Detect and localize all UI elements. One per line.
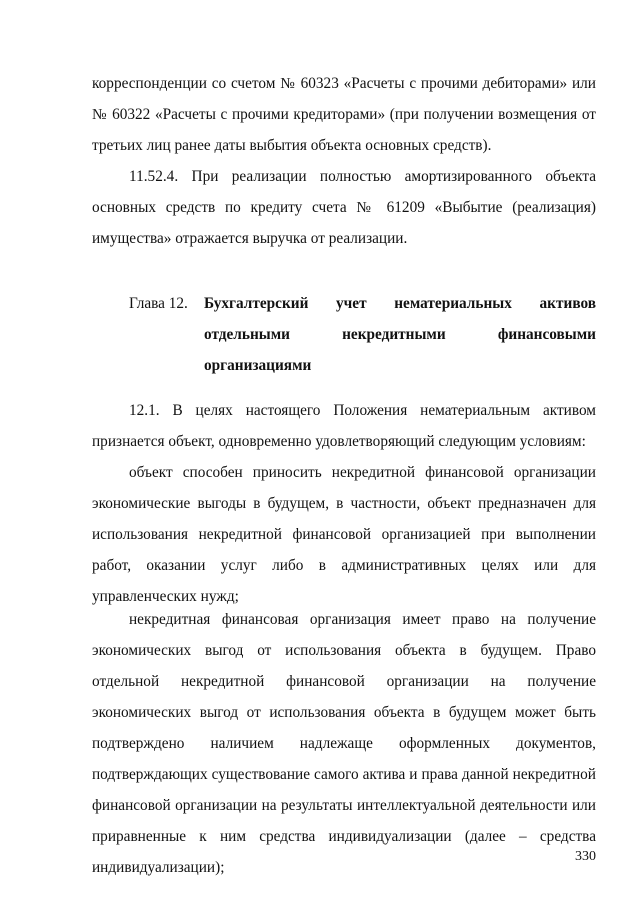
chapter-number: Глава 12.	[129, 295, 188, 312]
paragraph-condition-economic-benefits: объект способен приносить некредитной финансовой организации экономические выгоды в будущем, в частности, объект предназначен для использования некредитной финансовой организацией при выполнении работ, оказании услуг либо в административных целях или для управленческих нужд;	[92, 464, 596, 605]
paragraph-12-1: 12.1. В целях настоящего Положения нематериальным активом признается объект, одновременно удовлетворяющий следующим условиям:	[92, 402, 596, 450]
page-number: 330	[575, 849, 596, 864]
chapter-title: Бухгалтерский учет нематериальных активов отдельными некредитными финансовыми организациями	[204, 295, 596, 374]
paragraph-11-52-4: 11.52.4. При реализации полностью амортизированного объекта основных средств по кредиту счета № 61209 «Выбытие (реализация) имущества» отражается выручка от реализации.	[92, 168, 596, 247]
paragraph-correspondence: корреспонденции со счетом № 60323 «Расчеты с прочими дебиторами» или № 60322 «Расчеты с прочими кредиторами» (при получении возмещения от третьих лиц ранее даты выбытия объекта основных средств).	[92, 75, 596, 154]
paragraph-condition-rights: некредитная финансовая организация имеет право на получение экономических выгод от использования объекта в будущем. Право отдельной некредитной финансовой организации на получение экономических выгод от использования объекта в будущем может быть подтверждено наличием надлежаще оформленных документов, подтверждающих существование самого актива и права данной некредитной финансовой организации на результаты интеллектуальной деятельности или приравненные к ним средства индивидуализации (далее – средства индивидуализации);	[92, 611, 596, 876]
